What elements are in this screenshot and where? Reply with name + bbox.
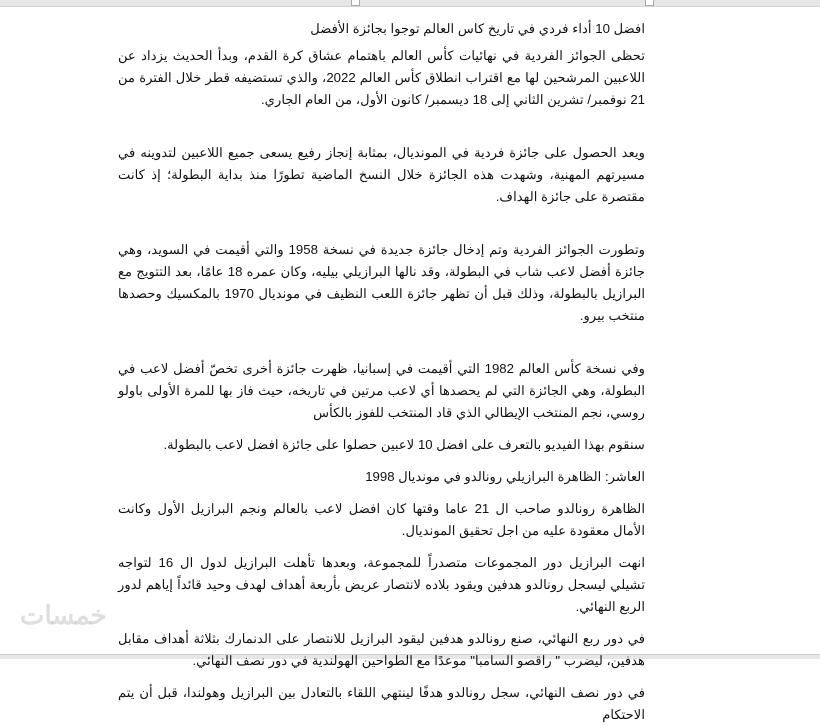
paragraph: وفي نسخة كأس العالم 1982 التي أقيمت في إسبانيا، ظهرت جائزة أخرى تخصّ أفضل لاعب في البطولة، وهي الجائزة التي لم يحصدها أي لاعب مرتين في تاريخه، حيث فاز بها للمرة الأولى باولو روسي، نجم المنتخب الإيطالي الذي قاد المنتخب للفوز بالكأس (118, 361, 645, 420)
document-body[interactable] (118, 18, 645, 726)
paragraph: وتطورت الجوائز الفردية وتم إدخال جائزة جديدة في نسخة 1958 والتي أقيمت في السويد، وهي جائزة أفضل لاعب شاب في البطولة، وقد نالها البرازيلي بيليه، وكان عمره 18 عامًا، بعد التتويج مع البرازيل بالبطولة، وذلك قبل أن تظهر جائزة اللعب النظيف في مونديال 1970 بالمكسيك وحصدها منتخب بيرو. (118, 242, 645, 323)
paragraph: ويعد الحصول على جائزة فردية في المونديال، بمثابة إنجاز رفيع يسعى جميع اللاعبين لتدوينه في مسيرتهم المهنية، وشهدت هذه الجائزة خلال النسخ الماضية تطورًا منذ بداية البطولة؛ إذ كانت مقتصرة على جائزة الهداف. (118, 145, 645, 204)
indent-marker[interactable] (351, 0, 360, 6)
paragraph: الظاهرة رونالدو صاحب ال 21 عاما وقتها كان افضل لاعب بالعالم ونجم البرازيل الأول وكانت الأمال معقودة عليه من اجل تحقيق المونديال. (118, 501, 645, 538)
document-title: افضل 10 أداء فردي في تاريخ كاس العالم توجوا بجائزة الأفضل (310, 21, 645, 36)
ruler-bar (0, 0, 820, 7)
section-heading: العاشر: الظاهرة البرازيلي رونالدو في مونديال 1998 (365, 469, 645, 484)
paragraph: في دور نصف النهائي، سجل رونالدو هدفًا لينتهي اللقاء بالتعادل بين البرازيل وهولندا، قبل أن يتم الاحتكام (118, 685, 645, 722)
paragraph: في دور ربع النهائي، صنع رونالدو هدفين ليقود البرازيل للانتصار على الدنمارك بثلاثة أهداف مقابل هدفين، ليضرب " راقصو السامبا" موعدًا مع الطواحين الهولندية في دور نصف النهائي. (118, 631, 645, 668)
paragraph: انهت البرازيل دور المجموعات متصدراً للمجموعة، وبعدها تأهلت البرازيل لدول ال 16 لتواجه تشيلي ليسجل رونالدو هدفين ويقود بلاده لانتصار عريض بأربعة أهداف لهدف وحيد قائداً إياهم لدور الربع النهائي. (118, 555, 645, 614)
paragraph: تحظى الجوائز الفردية في نهائيات كأس العالم باهتمام عشاق كرة القدم، وبدأ الحديث يزداد عن اللاعبين المرشحين لها مع اقتراب انطلاق كأس العالم 2022، والذي تستضيفه قطر خلال الفترة من 21 نوفمبر/ تشرين الثاني إلى 18 ديسمبر/ كانون الأول، من العام الجاري. (118, 48, 645, 107)
indent-marker[interactable] (645, 0, 654, 6)
watermark-logo: خمسات (20, 600, 107, 630)
paragraph: سنقوم بهذا الفيديو بالتعرف على افضل 10 لاعبين حصلوا على جائزة افضل لاعب بالبطولة. (163, 437, 645, 452)
